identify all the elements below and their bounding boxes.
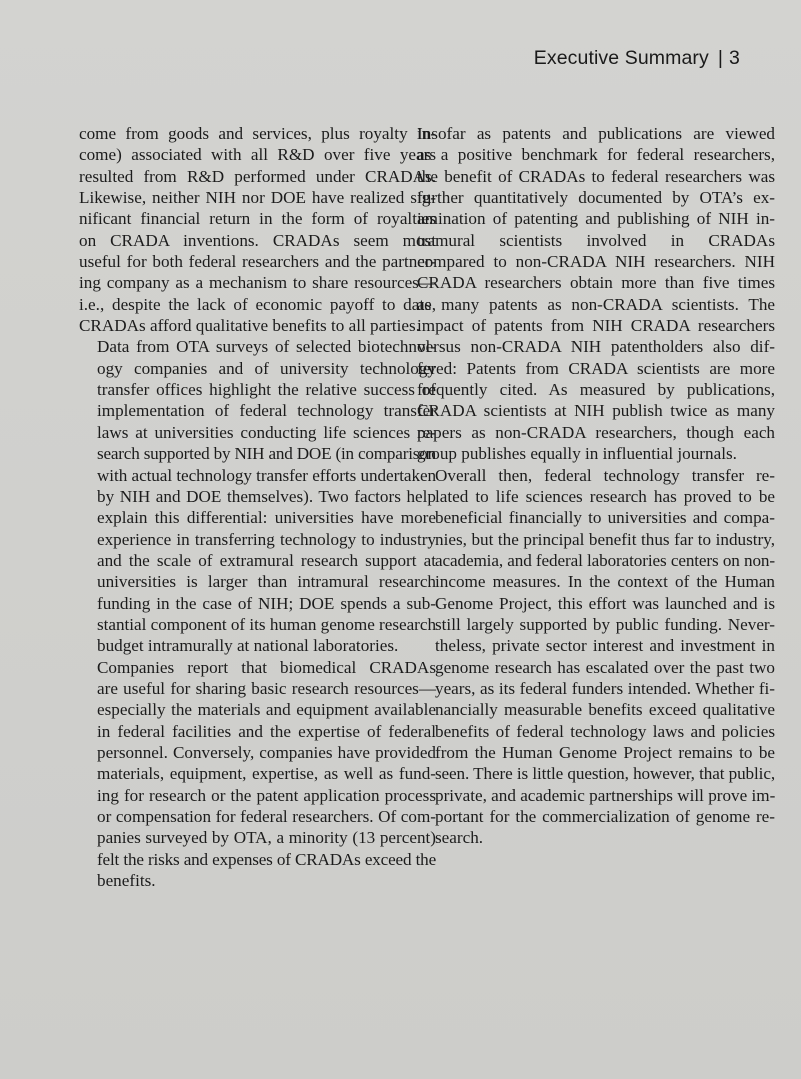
- left-text-column: [79, 123, 436, 891]
- text-line: in federal facilities and the expertise of federal: [97, 721, 436, 741]
- text-line: i.e., despite the lack of economic payoff to date,: [79, 294, 436, 314]
- text-line: ogy companies and of university technology: [97, 358, 436, 378]
- text-line: Data from OTA surveys of selected biotechnol-: [97, 337, 436, 357]
- page-number: 3: [729, 47, 740, 69]
- text-line: theless, private sector interest and investment in: [435, 636, 775, 656]
- text-line: Companies report that biomedical CRADAs: [97, 657, 436, 677]
- text-line: panies surveyed by OTA, a minority (13 percent): [97, 828, 436, 848]
- text-line: beneficial financially to universities and compa-: [435, 508, 775, 528]
- paragraph: [417, 465, 775, 849]
- text-line: come) associated with all R&D over five years: [79, 145, 436, 165]
- text-line: compared to non-CRADA NIH researchers. NIH: [417, 252, 775, 272]
- text-line: experience in transferring technology to industry: [97, 529, 436, 549]
- text-line: materials, equipment, expertise, as well as fund-: [97, 764, 436, 784]
- text-line: from the Human Genome Project remains to be: [435, 742, 775, 762]
- text-line: are useful for sharing basic research resources—: [97, 678, 436, 698]
- text-line: nancially measurable benefits exceed qualitative: [435, 700, 775, 720]
- text-line: benefits.: [97, 871, 156, 891]
- text-line: Genome Project, this effort was launched and is: [435, 593, 775, 613]
- text-line: transfer offices highlight the relative success of: [97, 380, 436, 400]
- text-line: felt the risks and expenses of CRADAs exceed the: [97, 849, 436, 869]
- text-line: on CRADA inventions. CRADAs seem most: [79, 230, 436, 250]
- section-title: Executive Summary: [533, 47, 709, 69]
- text-line: by NIH and DOE themselves). Two factors help: [97, 486, 436, 506]
- text-line: search.: [435, 828, 484, 848]
- paragraph: [79, 336, 436, 656]
- text-line: nies, but the principal benefit thus far to industry,: [435, 529, 775, 549]
- text-line: universities is larger than intramural research: [97, 572, 436, 592]
- paragraph: [79, 657, 436, 892]
- text-line: income measures. In the context of the Human: [435, 572, 775, 592]
- text-line: resulted from R&D performed under CRADAs.: [79, 166, 436, 186]
- text-line: implementation of federal technology transfer: [97, 401, 436, 421]
- running-header: [534, 47, 740, 70]
- text-line: academia, and federal laboratories centers on non-: [435, 550, 775, 570]
- text-line: Overall then, federal technology transfer re-: [435, 465, 775, 485]
- text-line: tramural scientists involved in CRADAs: [417, 230, 775, 250]
- text-line: funding in the case of NIH; DOE spends a sub-: [97, 593, 436, 613]
- text-line: personnel. Conversely, companies have provided: [97, 742, 436, 762]
- text-line: years, as its federal funders intended. Whether fi-: [435, 678, 775, 698]
- paragraph: [417, 123, 775, 465]
- text-line: group publishes equally in influential journals.: [417, 444, 737, 464]
- header-separator: |: [717, 47, 724, 69]
- text-line: and the scale of extramural research support at: [97, 550, 436, 570]
- text-line: useful for both federal researchers and the partner-: [79, 252, 436, 272]
- text-line: Likewise, neither NIH nor DOE have realized sig-: [79, 188, 436, 208]
- right-text-column: [417, 123, 775, 849]
- text-line: lated to life sciences research has proved to be: [435, 486, 775, 506]
- text-line: nificant financial return in the form of royalties: [79, 209, 436, 229]
- text-line: come from goods and services, plus royalty in-: [79, 124, 436, 143]
- paragraph: [79, 123, 436, 336]
- text-line: as many patents as non-CRADA scientists. The: [417, 294, 775, 314]
- text-line: frequently cited. As measured by publications,: [417, 380, 775, 400]
- text-line: ing company as a mechanism to share resources—: [79, 273, 436, 293]
- text-line: CRADA researchers obtain more than five times: [417, 273, 775, 293]
- text-line: versus non-CRADA NIH patentholders also dif-: [417, 337, 775, 357]
- text-line: CRADAs afford qualitative benefits to all parties.: [79, 316, 420, 336]
- text-line: Insofar as patents and publications are viewed: [417, 124, 775, 143]
- text-line: the benefit of CRADAs to federal researchers was: [417, 166, 775, 186]
- text-line: as a positive benchmark for federal researchers,: [417, 145, 775, 165]
- text-line: further quantitatively documented by OTA’s ex-: [417, 188, 775, 208]
- text-line: or compensation for federal researchers. Of com-: [97, 807, 436, 826]
- text-line: private, and academic partnerships will prove im-: [435, 785, 776, 805]
- text-line: portant for the commercialization of genome re-: [435, 807, 775, 826]
- text-line: stantial component of its human genome research: [97, 614, 436, 634]
- text-line: benefits of federal technology laws and policies: [435, 721, 775, 741]
- text-line: still largely supported by public funding. Never-: [435, 614, 775, 634]
- text-line: papers as non-CRADA researchers, though each: [417, 422, 775, 442]
- text-line: genome research has escalated over the past two: [435, 657, 775, 677]
- text-line: laws at universities conducting life sciences re-: [97, 422, 436, 442]
- text-line: budget intramurally at national laboratories.: [97, 636, 399, 656]
- text-line: especially the materials and equipment available: [97, 700, 436, 720]
- text-line: with actual technology transfer efforts undertaken: [97, 465, 436, 485]
- text-line: amination of patenting and publishing of NIH in-: [417, 209, 775, 229]
- text-line: ing for research or the patent application process: [97, 785, 436, 805]
- text-line: seen. There is little question, however, that public,: [435, 764, 775, 784]
- text-line: CRADA scientists at NIH publish twice as many: [417, 401, 775, 421]
- text-line: search supported by NIH and DOE (in comparison: [97, 444, 436, 464]
- text-line: fered: Patents from CRADA scientists are more: [417, 358, 775, 378]
- text-line: explain this differential: universities have more: [97, 508, 436, 528]
- text-line: impact of patents from NIH CRADA researchers: [417, 316, 775, 336]
